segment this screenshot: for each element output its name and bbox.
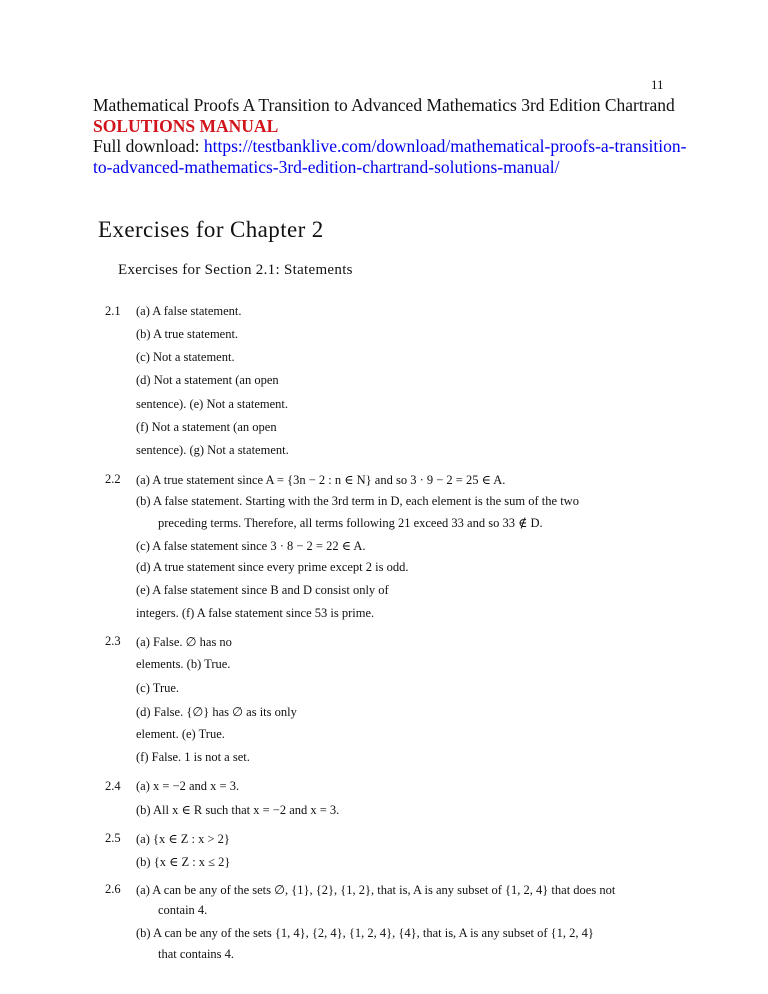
answer-line: (b) {x ∈ Z : x ≤ 2} bbox=[136, 855, 231, 869]
answer-line: (d) A true statement since every prime except 2 is odd. bbox=[136, 560, 409, 574]
answer-line: (a) {x ∈ Z : x > 2} bbox=[136, 832, 230, 846]
exercise-number: 2.2 bbox=[105, 472, 121, 486]
chapter-title: Exercises for Chapter 2 bbox=[98, 217, 324, 242]
answer-line: (b) All x ∈ R such that x = −2 and x = 3. bbox=[136, 803, 340, 817]
exercise-number: 2.6 bbox=[105, 882, 121, 896]
answer-line: (f) Not a statement (an open bbox=[136, 420, 277, 434]
answer-line: sentence). (e) Not a statement. bbox=[136, 397, 289, 411]
answer-line: (a) A true statement since A = {3n − 2 : n ∈ N} and so 3 · 9 − 2 = 25 ∈ A. bbox=[136, 473, 506, 487]
answer-line: (b) A false statement. Starting with the 3rd term in D, each element is the sum of the two bbox=[136, 494, 579, 508]
exercise-number: 2.4 bbox=[105, 779, 121, 793]
answer-line: (a) A can be any of the sets ∅, {1}, {2}, {1, 2}, that is, A is any subset of {1, 2, 4} that does not bbox=[136, 883, 616, 897]
answer-line: (c) True. bbox=[136, 681, 180, 695]
answer-line: (a) x = −2 and x = 3. bbox=[136, 779, 240, 793]
section-title: Exercises for Section 2.1: Statements bbox=[118, 262, 353, 278]
exercise-number: 2.3 bbox=[105, 634, 121, 648]
exercise-number: 2.5 bbox=[105, 831, 121, 845]
page-number: 11 bbox=[651, 77, 664, 92]
answer-line: (d) Not a statement (an open bbox=[136, 373, 279, 387]
download-link[interactable]: https://testbanklive.com/download/mathematical-proofs-a-transition-to-advanced-mathematics-3rd-edition-chartrand-solutions-manual/ bbox=[93, 136, 687, 177]
answer-line: (a) False. ∅ has no bbox=[136, 635, 232, 649]
answer-line: element. (e) True. bbox=[136, 727, 225, 741]
answer-line: that contains 4. bbox=[158, 947, 235, 961]
download-label: Full download: bbox=[93, 136, 200, 156]
answer-line: contain 4. bbox=[158, 903, 208, 917]
book-title: Mathematical Proofs A Transition to Advanced Mathematics 3rd Edition Chartrand bbox=[93, 95, 675, 115]
exercise-number: 2.1 bbox=[105, 304, 121, 318]
answer-line: (c) A false statement since 3 · 8 − 2 = 22 ∈ A. bbox=[136, 539, 366, 553]
answer-line: preceding terms. Therefore, all terms following 21 exceed 33 and so 33 ∉ D. bbox=[158, 516, 543, 530]
answer-line: (a) A false statement. bbox=[136, 304, 242, 318]
answer-line: integers. (f) A false statement since 53 is prime. bbox=[136, 606, 375, 620]
answer-line: (c) Not a statement. bbox=[136, 350, 235, 364]
solutions-manual-label: SOLUTIONS MANUAL bbox=[93, 115, 279, 136]
answer-line: (b) A can be any of the sets {1, 4}, {2, 4}, {1, 2, 4}, {4}, that is, A is any subset of {1, 2, 4} bbox=[136, 926, 594, 940]
answer-line: (e) A false statement since B and D consist only of bbox=[136, 583, 389, 597]
answer-line: (f) False. 1 is not a set. bbox=[136, 750, 250, 764]
answer-line: sentence). (g) Not a statement. bbox=[136, 443, 289, 457]
answer-line: (b) A true statement. bbox=[136, 327, 239, 341]
answer-line: (d) False. {∅} has ∅ as its only bbox=[136, 705, 297, 719]
answer-line: elements. (b) True. bbox=[136, 657, 231, 671]
document-header bbox=[93, 95, 693, 177]
